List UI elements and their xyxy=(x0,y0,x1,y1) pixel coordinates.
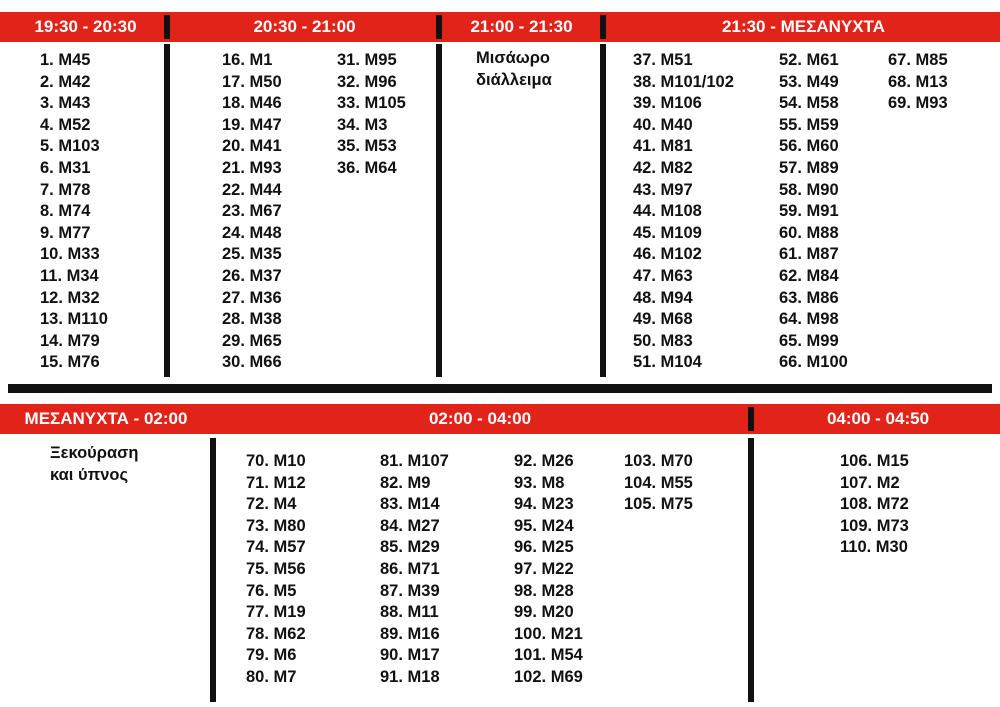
section-divider xyxy=(8,384,992,393)
list-item: 42. M82 xyxy=(633,158,693,177)
list-item: 25. M35 xyxy=(222,245,282,264)
break-note xyxy=(476,48,552,91)
list-2130-midnight-a xyxy=(633,50,734,374)
list-item: 11. M34 xyxy=(40,266,99,285)
list-2130-midnight-b xyxy=(779,50,848,374)
list-item: 18. M46 xyxy=(222,94,282,113)
list-item: 75. M56 xyxy=(246,559,306,578)
header-2030-2100: 20:30 - 21:00 xyxy=(253,17,356,36)
list-item: 9. M77 xyxy=(40,223,91,242)
list-item: 59. M91 xyxy=(779,202,839,221)
list-item: 8. M74 xyxy=(40,202,91,221)
list-item: 56. M60 xyxy=(779,137,839,156)
list-item: 73. M80 xyxy=(246,516,306,535)
list-item: 108. M72 xyxy=(840,495,909,514)
list-item: 10. M33 xyxy=(40,245,100,264)
break-note-line: Μισάωρο xyxy=(476,49,550,67)
list-item: 49. M68 xyxy=(633,310,693,329)
list-item: 88. M11 xyxy=(380,603,439,622)
list-item: 80. M7 xyxy=(246,667,297,686)
list-2030-2100-a xyxy=(222,50,282,374)
list-item: 48. M94 xyxy=(633,288,693,307)
list-item: 78. M62 xyxy=(246,624,306,643)
list-item: 109. M73 xyxy=(840,516,909,535)
header-2100-2130: 21:00 - 21:30 xyxy=(470,17,573,36)
list-item: 79. M6 xyxy=(246,646,297,665)
list-item: 47. M63 xyxy=(633,266,693,285)
list-item: 102. M69 xyxy=(514,667,583,686)
list-item: 84. M27 xyxy=(380,516,440,535)
list-item: 92. M26 xyxy=(514,452,574,470)
list-2130-midnight-c xyxy=(888,50,948,115)
list-item: 29. M65 xyxy=(222,331,282,350)
list-item: 69. M93 xyxy=(888,94,948,113)
list-item: 76. M5 xyxy=(246,581,297,600)
list-item: 107. M2 xyxy=(840,473,900,492)
list-item: 5. M103 xyxy=(40,137,100,156)
list-item: 71. M12 xyxy=(246,473,306,492)
list-item: 82. M9 xyxy=(380,473,431,492)
list-item: 43. M97 xyxy=(633,180,693,199)
header-0200-0400: 02:00 - 04:00 xyxy=(428,409,532,428)
list-item: 61. M87 xyxy=(779,245,839,264)
list-item: 65. M99 xyxy=(779,331,839,350)
list-item: 53. M49 xyxy=(779,72,839,91)
list-item: 51. M104 xyxy=(633,353,702,372)
list-item: 23. M67 xyxy=(222,202,282,221)
list-1930-2030 xyxy=(40,50,108,374)
list-item: 50. M83 xyxy=(633,331,693,350)
list-item: 85. M29 xyxy=(380,538,440,557)
list-item: 46. M102 xyxy=(633,245,702,264)
list-item: 96. M25 xyxy=(514,538,574,557)
list-item: 106. M15 xyxy=(840,452,909,470)
list-item: 2. M42 xyxy=(40,72,91,91)
list-item: 6. M31 xyxy=(40,158,91,177)
list-item: 87. M39 xyxy=(380,581,440,600)
list-item: 66. M100 xyxy=(779,353,848,372)
bottom-column-divider xyxy=(210,438,216,702)
list-item: 3. M43 xyxy=(40,94,91,113)
list-item: 70. M10 xyxy=(246,452,306,470)
list-item: 14. M79 xyxy=(40,331,100,350)
list-item: 20. M41 xyxy=(222,137,282,156)
list-item: 1. M45 xyxy=(40,51,91,69)
list-item: 89. M16 xyxy=(380,624,440,643)
list-2030-2100-b xyxy=(337,50,406,180)
list-item: 4. M52 xyxy=(40,115,91,134)
list-item: 99. M20 xyxy=(514,603,574,622)
list-item: 91. M18 xyxy=(380,667,440,686)
list-item: 67. M85 xyxy=(888,51,948,69)
list-0400-0450 xyxy=(840,451,909,559)
top-header-separator xyxy=(436,15,442,39)
list-item: 33. M105 xyxy=(337,94,406,113)
top-column-divider xyxy=(436,44,442,377)
list-item: 62. M84 xyxy=(779,266,839,285)
list-item: 97. M22 xyxy=(514,559,574,578)
list-item: 72. M4 xyxy=(246,495,297,514)
list-item: 7. M78 xyxy=(40,180,91,199)
header-0400-0450: 04:00 - 04:50 xyxy=(826,409,930,428)
list-item: 52. M61 xyxy=(779,51,839,69)
list-item: 110. M30 xyxy=(840,538,908,557)
list-item: 21. M93 xyxy=(222,158,282,177)
list-item: 83. M14 xyxy=(380,495,440,514)
list-item: 95. M24 xyxy=(514,516,574,535)
list-item: 55. M59 xyxy=(779,115,839,134)
list-item: 39. M106 xyxy=(633,94,702,113)
list-item: 74. M57 xyxy=(246,538,306,557)
top-header-separator xyxy=(600,15,606,39)
list-item: 13. M110 xyxy=(40,310,108,329)
top-column-divider xyxy=(600,44,606,377)
list-item: 16. M1 xyxy=(222,51,273,69)
rest-note xyxy=(50,443,139,486)
list-item: 63. M86 xyxy=(779,288,839,307)
list-item: 31. M95 xyxy=(337,51,397,69)
bottom-header-separator xyxy=(748,407,754,431)
list-item: 60. M88 xyxy=(779,223,839,242)
list-item: 77. M19 xyxy=(246,603,306,622)
list-item: 64. M98 xyxy=(779,310,839,329)
list-item: 22. M44 xyxy=(222,180,282,199)
list-0200-0400-a xyxy=(246,451,306,689)
header-2130-midnight: 21:30 - ΜΕΣΑΝΥΧΤΑ xyxy=(722,17,885,36)
list-item: 90. M17 xyxy=(380,646,440,665)
rest-note-line: και ύπνος xyxy=(50,465,129,484)
break-note-line: διάλλειμα xyxy=(476,70,552,89)
list-item: 38. M101/102 xyxy=(633,72,734,91)
list-item: 37. M51 xyxy=(633,51,693,69)
list-item: 105. M75 xyxy=(624,495,693,514)
list-item: 41. M81 xyxy=(633,137,693,156)
list-item: 94. M23 xyxy=(514,495,574,514)
list-item: 35. M53 xyxy=(337,137,397,156)
list-item: 12. M32 xyxy=(40,288,100,307)
list-item: 32. M96 xyxy=(337,72,397,91)
bottom-column-divider xyxy=(748,438,754,702)
list-item: 104. M55 xyxy=(624,473,693,492)
list-item: 93. M8 xyxy=(514,473,565,492)
list-item: 26. M37 xyxy=(222,266,282,285)
list-item: 19. M47 xyxy=(222,115,282,134)
list-item: 81. M107 xyxy=(380,452,449,470)
rest-note-line: Ξεκούραση xyxy=(50,444,139,462)
list-item: 57. M89 xyxy=(779,158,839,177)
list-item: 34. M3 xyxy=(337,115,388,134)
list-item: 45. M109 xyxy=(633,223,702,242)
list-item: 103. M70 xyxy=(624,452,693,470)
list-item: 100. M21 xyxy=(514,624,583,643)
list-0200-0400-b xyxy=(380,451,449,689)
list-item: 40. M40 xyxy=(633,115,693,134)
list-0200-0400-c xyxy=(514,451,583,689)
header-1930-2030: 19:30 - 20:30 xyxy=(34,17,137,36)
list-item: 27. M36 xyxy=(222,288,282,307)
list-item: 98. M28 xyxy=(514,581,574,600)
list-item: 15. M76 xyxy=(40,353,100,372)
list-item: 86. M71 xyxy=(380,559,440,578)
header-midnight-0200: ΜΕΣΑΝΥΧΤΑ - 02:00 xyxy=(24,409,188,428)
list-item: 36. M64 xyxy=(337,158,397,177)
list-item: 101. M54 xyxy=(514,646,583,665)
list-item: 30. M66 xyxy=(222,353,282,372)
list-item: 28. M38 xyxy=(222,310,282,329)
list-item: 54. M58 xyxy=(779,94,839,113)
top-column-divider xyxy=(164,44,170,377)
list-item: 24. M48 xyxy=(222,223,282,242)
top-header-separator xyxy=(164,15,170,39)
list-item: 17. M50 xyxy=(222,72,282,91)
list-item: 68. M13 xyxy=(888,72,948,91)
list-item: 58. M90 xyxy=(779,180,839,199)
list-0200-0400-d xyxy=(624,451,693,516)
list-item: 44. M108 xyxy=(633,202,702,221)
